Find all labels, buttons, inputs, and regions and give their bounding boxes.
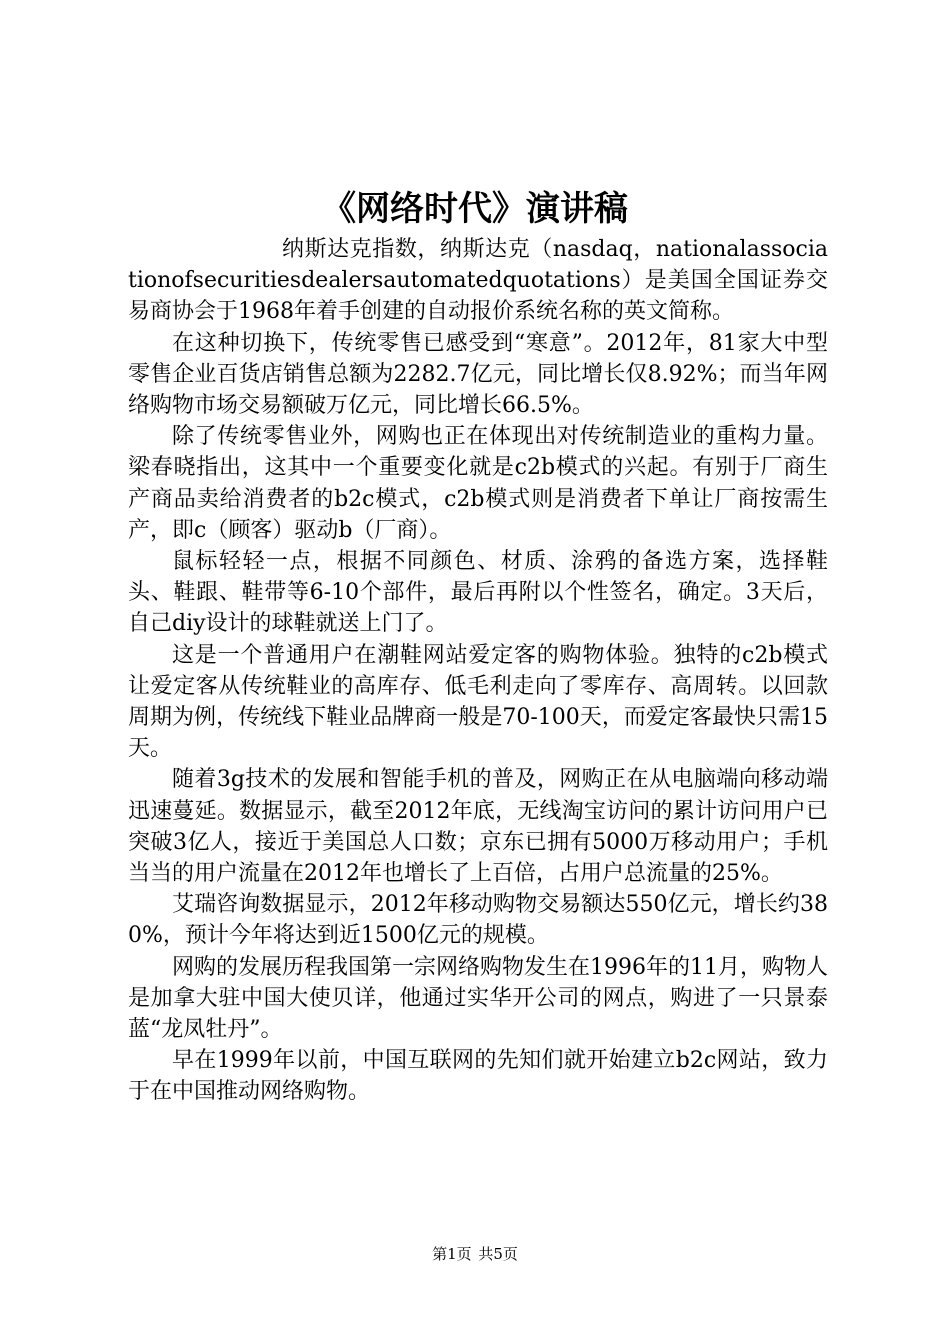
- paragraph-2: 在这种切换下，传统零售已感受到“寒意”。2012年，81家大中型零售企业百货店销售总额为2282.7亿元，同比增长仅8.92%；而当年网络购物市场交易额破万亿元，同比增长66.5%。: [128, 330, 828, 419]
- paragraph-6: 随着3g技术的发展和智能手机的普及，网购正在从电脑端向移动端迅速蔓延。数据显示，截至2012年底，无线淘宝访问的累计访问用户已突破3亿人，接近于美国总人口数；京东已拥有5000万移动用户；手机当当的用户流量在2012年也增长了上百倍，占用户总流量的25%。: [128, 767, 828, 887]
- paragraph-5: 这是一个普通用户在潮鞋网站爱定客的购物体验。独特的c2b模式让爱定客从传统鞋业的高库存、低毛利走向了零库存、高周转。以回款周期为例，传统线下鞋业品牌商一般是70-100天，而爱定客最快只需15天。: [128, 642, 828, 762]
- paragraph-7: 艾瑞咨询数据显示，2012年移动购物交易额达550亿元，增长约380%，预计今年将达到近1500亿元的规模。: [128, 892, 828, 949]
- paragraph-1: 纳斯达克指数，纳斯达克（nasdaq，nationalassociationofsecuritiesdealersautomatedquotations）是美国全国证券交易商协会于1968年着手创建的自动报价系统名称的英文简称。: [128, 237, 828, 325]
- page-number: 第1页: [432, 1245, 472, 1263]
- paragraph-8: 网购的发展历程我国第一宗网络购物发生在1996年的11月，购物人是加拿大驻中国大使贝详，他通过实华开公司的网点，购进了一只景泰蓝“龙凤牡丹”。: [128, 954, 829, 1043]
- page-footer: [0, 1244, 950, 1264]
- document-title: 《网络时代》演讲稿: [322, 189, 628, 229]
- document-body: [128, 234, 828, 1108]
- paragraph-9: 早在1999年以前，中国互联网的先知们就开始建立b2c网站，致力于在中国推动网络购物。: [128, 1048, 828, 1105]
- page-total: 共5页: [478, 1245, 518, 1263]
- paragraph-4: 鼠标轻轻一点，根据不同颜色、材质、涂鸦的备选方案，选择鞋头、鞋跟、鞋带等6-10个部件，最后再附以个性签名，确定。3天后，自己diy设计的球鞋就送上门了。: [128, 549, 828, 637]
- paragraph-3: 除了传统零售业外，网购也正在体现出对传统制造业的重构力量。梁春晓指出，这其中一个重要变化就是c2b模式的兴起。有别于厂商生产商品卖给消费者的b2c模式，c2b模式则是消费者下单让厂商按需生产，即c（顾客）驱动b（厂商）。: [128, 424, 828, 543]
